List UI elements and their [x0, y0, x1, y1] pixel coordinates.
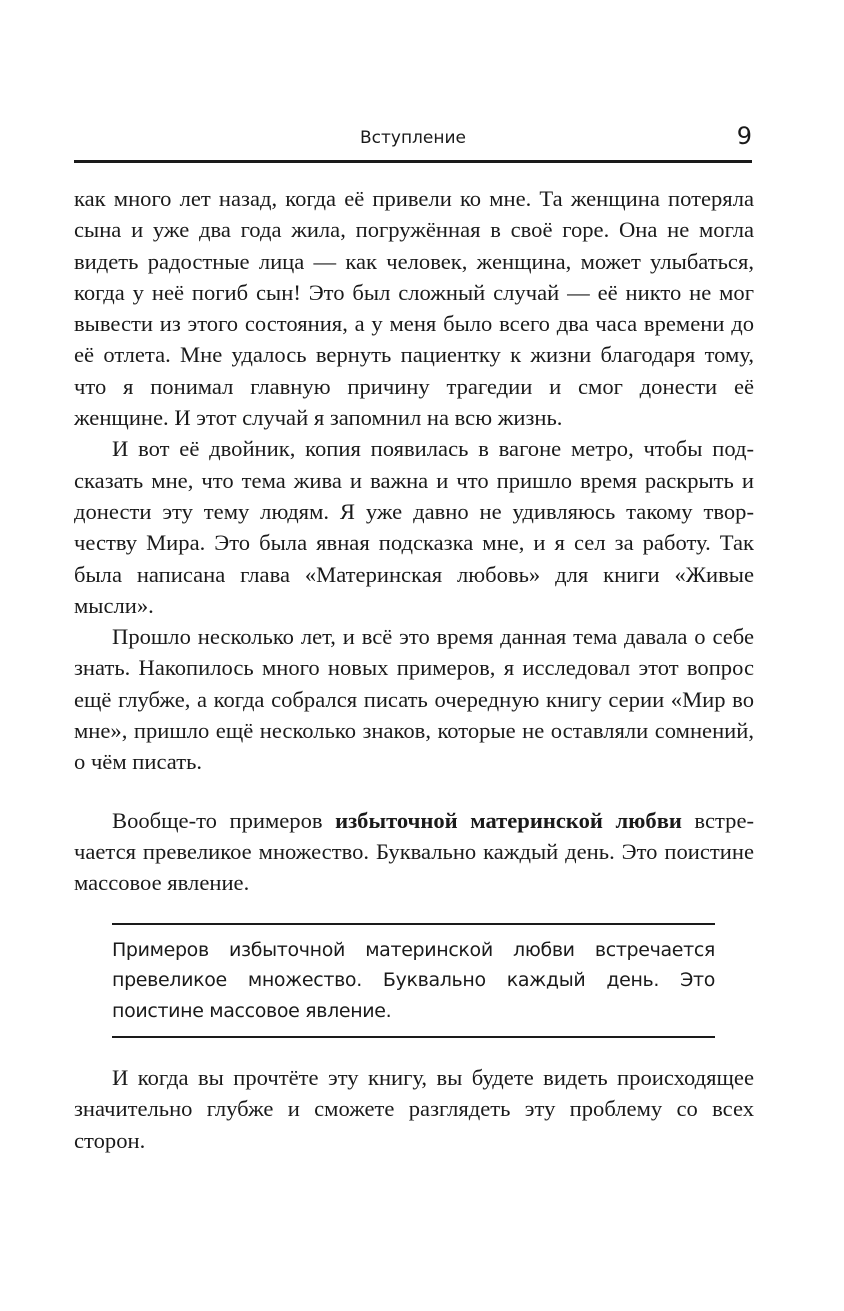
paragraph-5: И когда вы прочтёте эту книгу, вы будете видеть происходящее значительно глубже и сможете разглядеть эту проблему со всех сторон. — [74, 1065, 754, 1153]
pull-quote: Примеров избыточной материнской любви встречается прeвеликое множество. Буквально каждый день. Это поистине массовое явление. — [112, 923, 715, 1039]
page-number: 9 — [736, 122, 752, 150]
paragraph-4-start: Вообще-то примеров — [112, 807, 336, 833]
paragraph-3: Прошло несколько лет, и всё это время данная тема давала о себе знать. Накопилось много новых примеров, я исследовал этот вопрос ещё глубже, а когда собрался писать очередную книгу серии «Мир во мне», пришло ещё несколько знаков, которые не оставляли сомнений, о чём писать. — [74, 624, 754, 775]
emphasis-bold: избыточной материнской любви — [335, 807, 682, 833]
paragraph-4 — [74, 805, 754, 899]
paragraph-2: И вот её двойник, копия появилась в вагоне метро, чтобы подсказать мне, что тема жива и важна и что пришло время раскрыть и донести эту тему людям. Я уже давно не удивляюсь такому творчеству Мира. Это была явная подсказка мне, и я сел за работу. Так была написана глава «Материнская любовь» для книги «Живые мысли». — [74, 436, 754, 618]
paragraph-4-end: встречается превеликое множество. Буквально каждый день. Это поистине массовое явление. — [74, 807, 754, 896]
main-text — [74, 183, 754, 1156]
running-title: Вступление — [359, 128, 467, 148]
paragraph-1: как много лет назад, когда её привели ко мне. Та женщина потеряла сына и уже два года жила, погружённая в своё горе. Она не могла видеть радостные лица — как человек, женщина, может улыбаться, когда у неё погиб сын! Это был сложный случай — её никто не мог вывести из этого состояния, а у меня было всего два часа времени до её отлета. Мне удалось вернуть пациентку к жизни благодаря тому, что я понимал главную причину трагедии и смог донести её женщине. И этот случай я запомнил на всю жизнь. — [74, 186, 754, 431]
running-header — [74, 118, 752, 163]
section-gap — [74, 778, 754, 805]
